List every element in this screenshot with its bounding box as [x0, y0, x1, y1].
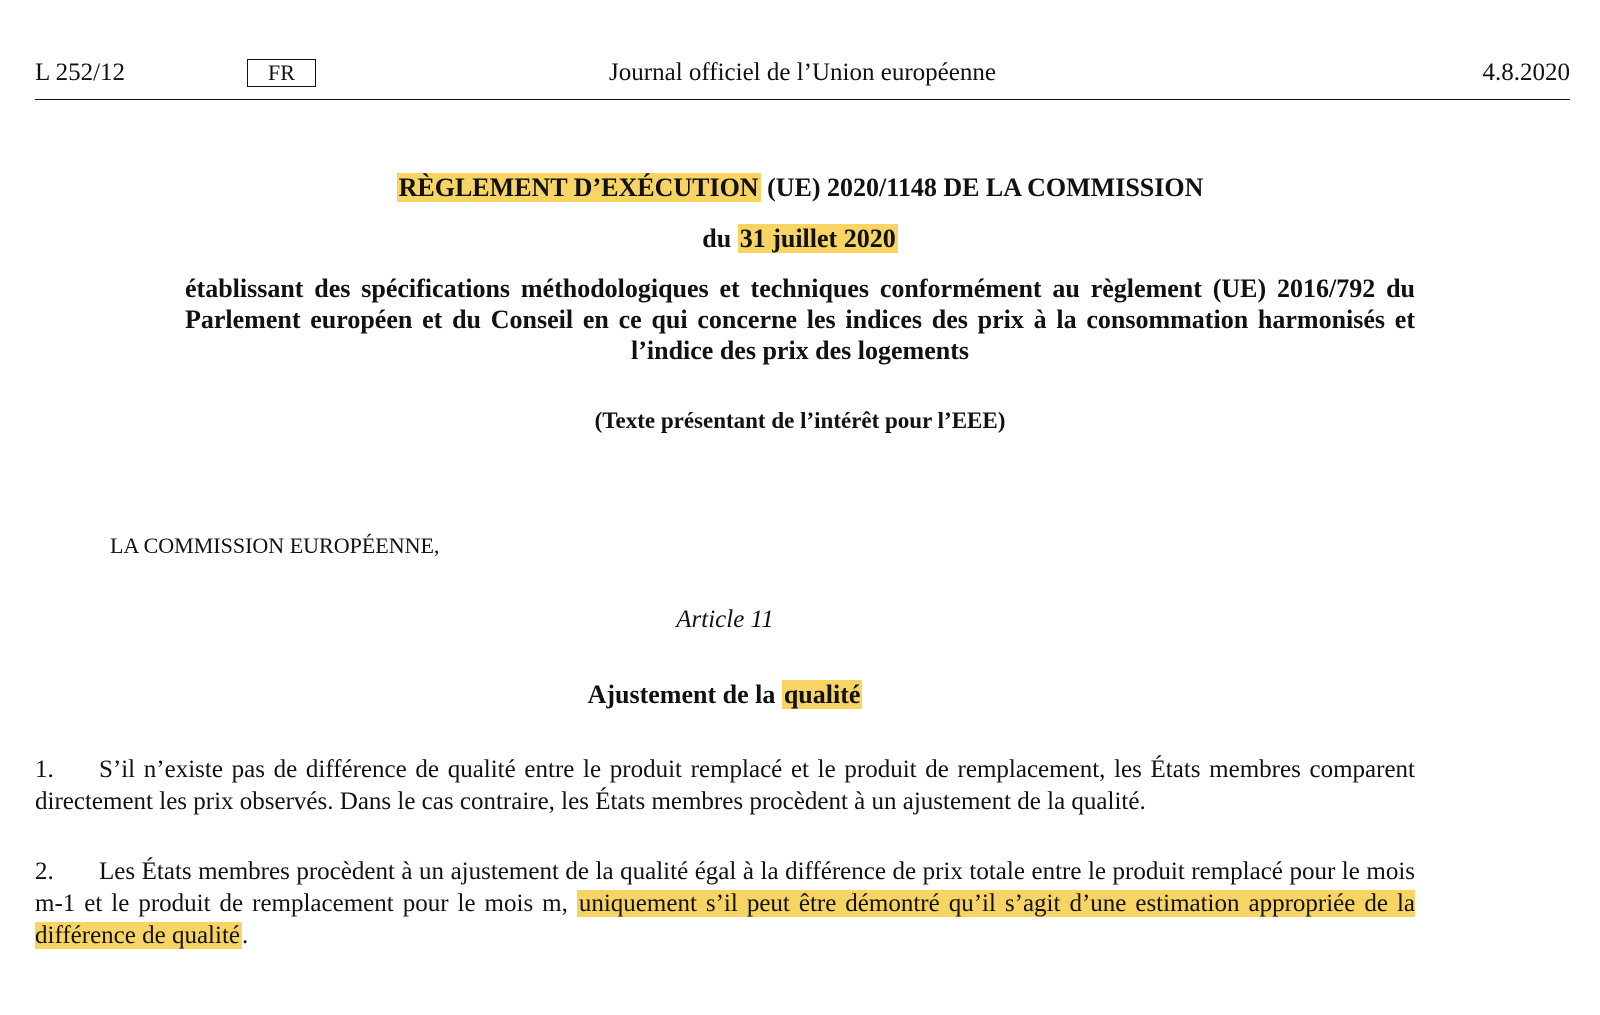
- paragraph-highlight: uniquement s’il peut être démontré qu’il s’agit d’une estimation appropriée de la différence de qualité: [35, 890, 1415, 949]
- paragraph-1: [35, 754, 1415, 818]
- regulation-number: (UE) 2020/1148 DE LA COMMISSION: [760, 173, 1204, 202]
- language-badge: FR: [247, 59, 316, 87]
- regulation-date-highlight: 31 juillet 2020: [739, 224, 896, 253]
- paragraph-number: 1.: [35, 756, 54, 783]
- eee-relevance-note: (Texte présentant de l’intérêt pour l’EEE): [594, 408, 1006, 433]
- publication-date: 4.8.2020: [1482, 59, 1570, 86]
- paragraph-number: 2.: [35, 858, 54, 885]
- journal-title: Journal officiel de l’Union européenne: [609, 59, 996, 86]
- article-heading: [0, 680, 1450, 710]
- paragraph-end: .: [241, 922, 249, 949]
- journal-reference: L 252/12: [35, 59, 126, 86]
- article-heading-prefix: Ajustement de la: [587, 680, 782, 709]
- paragraph-text: Les États membres procèdent à un ajustement de la qualité égal à la différence de prix totale entre le produit remplacé pour le mois m-1 et le produit de remplacement pour le mois m,: [35, 858, 1415, 917]
- article-heading-highlight: qualité: [783, 680, 861, 709]
- article-label: Article 11: [676, 606, 774, 633]
- regulation-type-highlight: RÈGLEMENT D’EXÉCUTION: [398, 173, 759, 202]
- regulation-date-prefix: du: [702, 224, 738, 253]
- regulation-title: [0, 173, 1600, 203]
- preamble: LA COMMISSION EUROPÉENNE,: [110, 533, 440, 558]
- regulation-subject: établissant des spécifications méthodologiques et techniques conformément au règlement (UE) 2016/792 du Parlement européen et du Conseil en ce qui concerne les indices des prix à la consommation harmonisés et l’indice des prix des logements: [185, 274, 1415, 365]
- journal-header: [35, 55, 1570, 100]
- paragraph-2: [35, 856, 1415, 952]
- regulation-date: [0, 224, 1600, 254]
- paragraph-text: S’il n’existe pas de différence de qualité entre le produit remplacé et le produit de remplacement, les États membres comparent directement les prix observés. Dans le cas contraire, les États membres procèdent à un ajustement de la qualité.: [35, 756, 1415, 815]
